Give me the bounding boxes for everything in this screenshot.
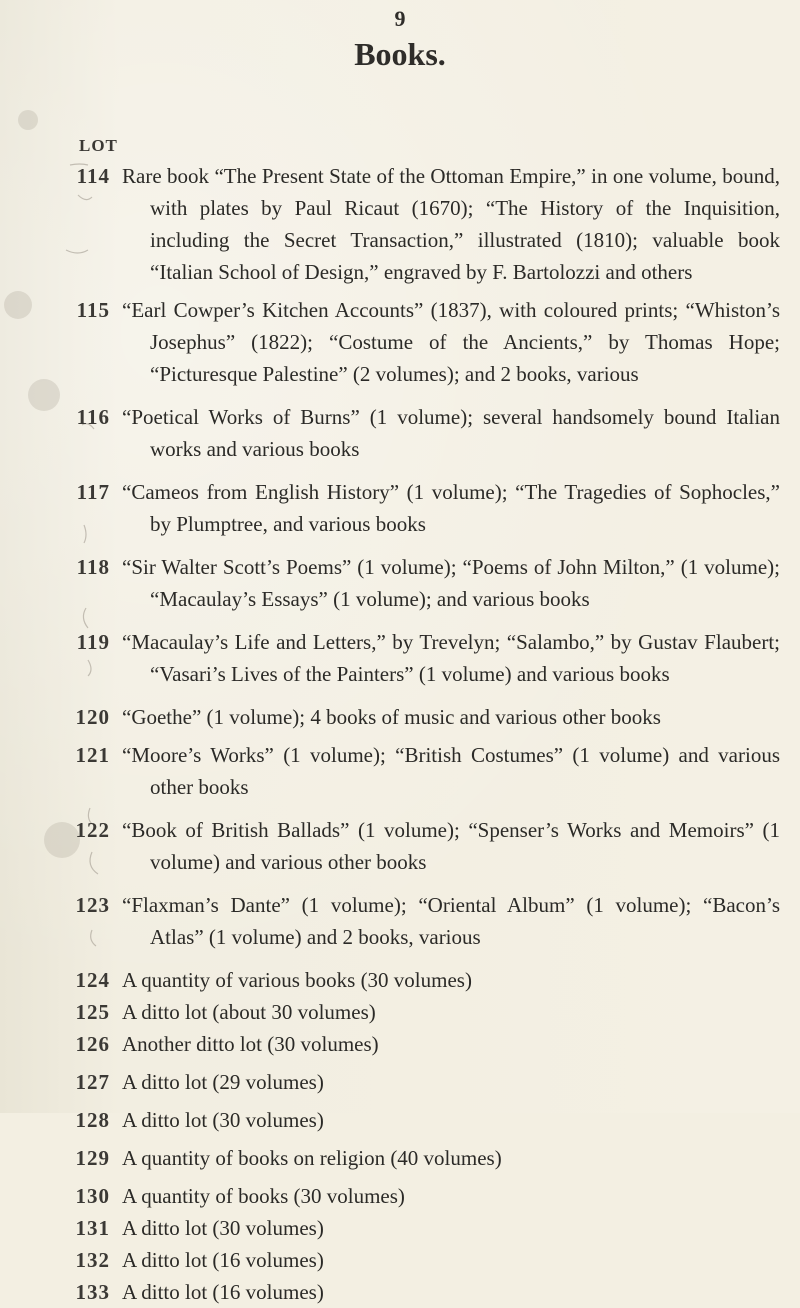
lot-description: “Flaxman’s Dante” (1 volume); “Oriental Album” (1 volume); “Bacon’s Atlas” (1 volume) and 2 books, various <box>122 893 780 949</box>
lot-description: A ditto lot (29 volumes) <box>122 1070 324 1094</box>
lot-description: A ditto lot (about 30 volumes) <box>122 1000 376 1024</box>
lot-entry <box>0 889 800 953</box>
lot-number: 116 <box>76 405 110 429</box>
lot-entry <box>0 1028 800 1060</box>
lot-entry <box>0 294 800 390</box>
lot-description: A quantity of books on religion (40 volumes) <box>122 1146 502 1170</box>
lot-entry <box>0 626 800 690</box>
lot-description: Another ditto lot (30 volumes) <box>122 1032 379 1056</box>
lot-description: A quantity of various books (30 volumes) <box>122 968 472 992</box>
lot-number: 114 <box>76 164 110 188</box>
lot-description: A ditto lot (16 volumes) <box>122 1248 324 1272</box>
lot-entry <box>0 1276 800 1308</box>
lot-entry <box>0 964 800 996</box>
lot-number: 119 <box>76 630 110 654</box>
lot-entry <box>0 996 800 1028</box>
lot-description: “Goethe” (1 volume); 4 books of music and various other books <box>122 705 661 729</box>
page-number: 9 <box>394 6 406 31</box>
lot-number: 130 <box>75 1184 110 1208</box>
lot-entry <box>0 1244 800 1276</box>
lot-number: 129 <box>75 1146 110 1170</box>
lot-entry <box>0 1104 800 1136</box>
lot-description: Rare book “The Present State of the Ottoman Empire,” in one volume, bound, with plates by Paul Ricaut (1670); “The History of the Inquisition, including the Secret Transaction,” illustrated (1810); valuable book “Italian School of Design,” engraved by F. Bartolozzi and others <box>122 164 780 284</box>
lot-entry <box>0 401 800 465</box>
lot-description: “Sir Walter Scott’s Poems” (1 volume); “Poems of John Milton,” (1 volume); “Macaulay’s Essays” (1 volume); and various books <box>122 555 780 611</box>
lot-number: 123 <box>75 893 110 917</box>
page-heading: Books. <box>354 36 446 72</box>
lot-number: 126 <box>75 1032 110 1056</box>
lot-list <box>0 160 800 1308</box>
lot-number: 115 <box>76 298 110 322</box>
lot-number: 127 <box>75 1070 110 1094</box>
lot-column-label: LOT <box>79 136 118 155</box>
lot-description: “Poetical Works of Burns” (1 volume); several handsomely bound Italian works and various books <box>122 405 780 461</box>
lot-number: 125 <box>75 1000 110 1024</box>
lot-entry <box>0 814 800 878</box>
lot-entry <box>0 476 800 540</box>
lot-entry <box>0 551 800 615</box>
lot-description: A ditto lot (30 volumes) <box>122 1216 324 1240</box>
lot-number: 120 <box>75 705 110 729</box>
lot-entry <box>0 160 800 288</box>
lot-number: 133 <box>75 1280 110 1304</box>
lot-entry <box>0 1212 800 1244</box>
lot-description: “Book of British Ballads” (1 volume); “Spenser’s Works and Memoirs” (1 volume) and various other books <box>122 818 780 874</box>
lot-number: 121 <box>75 743 110 767</box>
lot-entry <box>0 701 800 733</box>
lot-number: 131 <box>75 1216 110 1240</box>
lot-description: A ditto lot (16 volumes) <box>122 1280 324 1304</box>
lot-entry <box>0 1142 800 1174</box>
lot-number: 128 <box>75 1108 110 1132</box>
lot-number: 124 <box>75 968 110 992</box>
margin-stain <box>18 110 38 130</box>
lot-description: “Earl Cowper’s Kitchen Accounts” (1837), with coloured prints; “Whiston’s Josephus” (1822); “Costume of the Ancients,” by Thomas Hope; “Picturesque Palestine” (2 volumes); and 2 books, various <box>122 298 780 386</box>
lot-number: 117 <box>76 480 110 504</box>
lot-entry <box>0 739 800 803</box>
lot-description: “Cameos from English History” (1 volume); “The Tragedies of Sophocles,” by Plumptree, and various books <box>122 480 780 536</box>
lot-number: 132 <box>75 1248 110 1272</box>
lot-description: “Moore’s Works” (1 volume); “British Costumes” (1 volume) and various other books <box>122 743 780 799</box>
lot-description: “Macaulay’s Life and Letters,” by Trevelyn; “Salambo,” by Gustav Flaubert; “Vasari’s Lives of the Painters” (1 volume) and various books <box>122 630 780 686</box>
lot-number: 122 <box>75 818 110 842</box>
lot-entry <box>0 1066 800 1098</box>
lot-number: 118 <box>76 555 110 579</box>
lot-description: A quantity of books (30 volumes) <box>122 1184 405 1208</box>
lot-entry <box>0 1180 800 1212</box>
lot-description: A ditto lot (30 volumes) <box>122 1108 324 1132</box>
